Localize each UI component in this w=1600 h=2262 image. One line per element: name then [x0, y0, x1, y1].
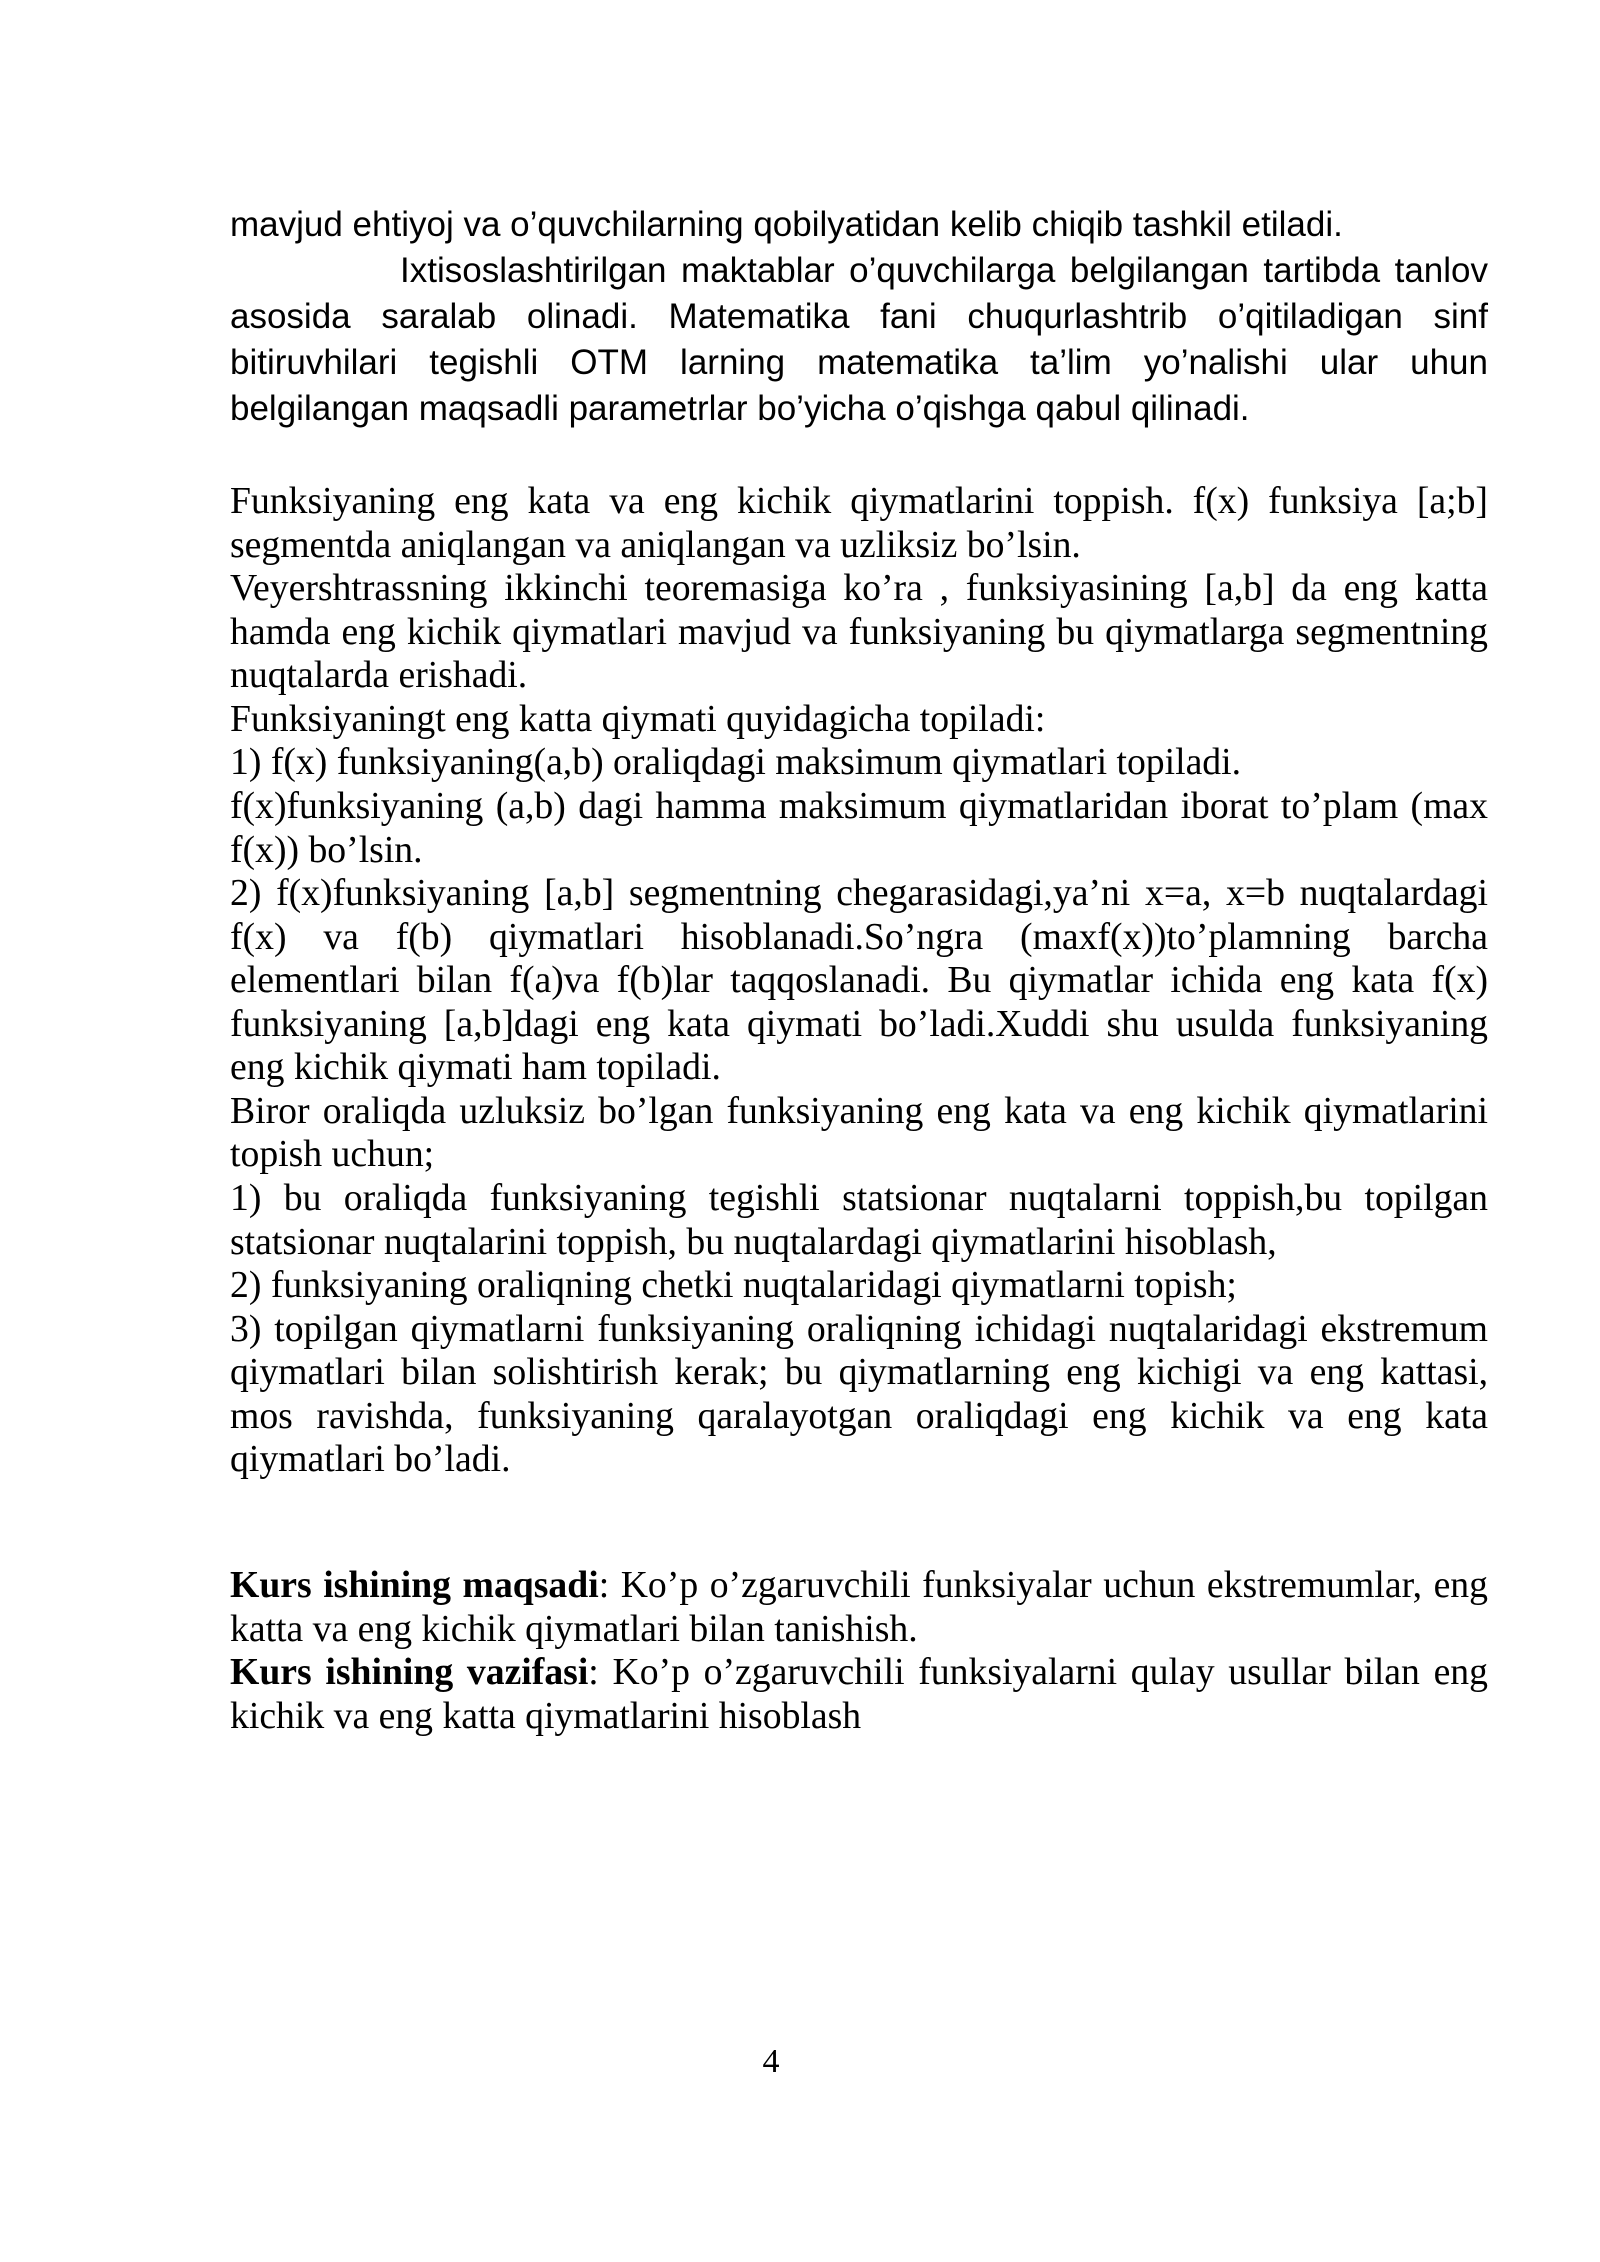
course-aim-text: : Ko’p o’zgaruvchili funksiyalar uchun ekstremumlar, eng — [598, 1564, 1488, 1606]
text-line: qiymatlari bo’ladi. — [230, 1438, 511, 1481]
paragraph — [230, 741, 1488, 785]
text-line: Veyershtrassning ikkinchi teoremasiga ko’ra , funksiyasining [a,b] da eng katta — [230, 567, 1488, 610]
paragraph — [230, 872, 1488, 1090]
paragraph — [230, 567, 1488, 698]
paragraph — [230, 1177, 1488, 1264]
text-line: eng kichik qiymati ham topiladi. — [230, 1046, 721, 1089]
text-line: mavjud ehtiyoj va o’quvchilarning qobilyatidan kelib chiqib tashkil etiladi. — [230, 205, 1343, 244]
goals-section — [230, 1564, 1488, 1738]
text-line: 1) f(x) funksiyaning(a,b) oraliqdagi maksimum qiymatlari topiladi. — [230, 741, 1242, 784]
text-line: 1) bu oraliqda funksiyaning tegishli statsionar nuqtalarni toppish,bu topilgan — [230, 1177, 1488, 1219]
text-line: Ixtisoslashtirilgan maktablar o’quvchilarga belgilangan tartibda tanlov — [400, 251, 1488, 290]
text-line: nuqtalarda erishadi. — [230, 654, 528, 697]
course-task-paragraph — [230, 1651, 1488, 1738]
text-line: funksiyaning [a,b]dagi eng kata qiymati bo’ladi.Xuddi shu usulda funksiyaning — [230, 1002, 1488, 1045]
text-line: mos ravishda, funksiyaning qaralayotgan oraliqdagi eng kichik va eng kata — [230, 1394, 1488, 1437]
paragraph — [230, 202, 1488, 248]
text-line: hamda eng kichik qiymatlari mavjud va funksiyaning bu qiymatlarga segmentning — [230, 610, 1488, 653]
text-line: belgilangan maqsadli parametrlar bo’yicha o’qishga qabul qilinadi. — [230, 389, 1250, 428]
text-line: f(x)) bo’lsin. — [230, 828, 423, 871]
text-line: kichik va eng katta qiymatlarini hisoblash — [230, 1694, 862, 1737]
paragraph — [230, 480, 1488, 567]
course-aim-paragraph — [230, 1564, 1488, 1651]
paragraph — [230, 248, 1488, 432]
text-line: segmentda aniqlangan va aniqlangan va uzliksiz bo’lsin. — [230, 523, 1081, 566]
text-line: bitiruvhilari tegishli OTM larning matematika ta’lim yo’nalishi ular uhun — [230, 343, 1488, 382]
text-line: qiymatlari bilan solishtirish kerak; bu qiymatlarning eng kichigi va eng kattasi, — [230, 1351, 1488, 1394]
paragraph — [230, 785, 1488, 872]
text-line: elementlari bilan f(a)va f(b)lar taqqoslanadi. Bu qiymatlar ichida eng kata f(x) — [230, 959, 1488, 1002]
paragraph — [230, 698, 1488, 742]
text-line — [230, 1564, 1488, 1608]
paragraph — [230, 1264, 1488, 1308]
text-line: f(x) va f(b) qiymatlari hisoblanadi.So’ngra (maxf(x))to’plamning barcha — [230, 915, 1488, 958]
text-line: Biror oraliqda uzluksiz bo’lgan funksiyaning eng kata va eng kichik qiymatlarini — [230, 1089, 1488, 1132]
body-section — [230, 480, 1488, 1482]
page-number: 4 — [762, 2043, 780, 2080]
text-line: statsionar nuqtalarini toppish, bu nuqtalardagi qiymatlarini hisoblash, — [230, 1220, 1277, 1263]
text-line — [230, 1651, 1488, 1695]
paragraph — [230, 1090, 1488, 1177]
course-aim-label: Kurs ishining maqsadi — [230, 1564, 599, 1606]
text-line: asosida saralab olinadi. Matematika fani chuqurlashtrib o’qitiladigan sinf — [230, 297, 1488, 336]
text-line: Funksiyaningt eng katta qiymati quyidagicha topiladi: — [230, 697, 1046, 740]
text-line: 2) funksiyaning oraliqning chetki nuqtalaridagi qiymatlarni topish; — [230, 1264, 1237, 1307]
text-line: f(x)funksiyaning (a,b) dagi hamma maksimum qiymatlaridan iborat to’plam (max — [230, 784, 1488, 827]
course-task-label: Kurs ishining vazifasi — [230, 1651, 589, 1694]
paragraph — [230, 1308, 1488, 1482]
text-line: 3) topilgan qiymatlarni funksiyaning oraliqning ichidagi nuqtalaridagi ekstremum — [230, 1307, 1488, 1350]
course-task-text: : Ko’p o’zgaruvchili funksiyalarni qulay usullar bilan eng — [588, 1651, 1488, 1694]
text-line: katta va eng kichik qiymatlari bilan tanishish. — [230, 1607, 918, 1650]
intro-section — [230, 202, 1488, 432]
text-line: Funksiyaning eng kata va eng kichik qiymatlarini toppish. f(x) funksiya [a;b] — [230, 480, 1488, 522]
text-line: 2) f(x)funksiyaning [a,b] segmentning chegarasidagi,ya’ni x=a, x=b nuqtalardagi — [230, 872, 1488, 915]
text-line: topish uchun; — [230, 1133, 435, 1176]
